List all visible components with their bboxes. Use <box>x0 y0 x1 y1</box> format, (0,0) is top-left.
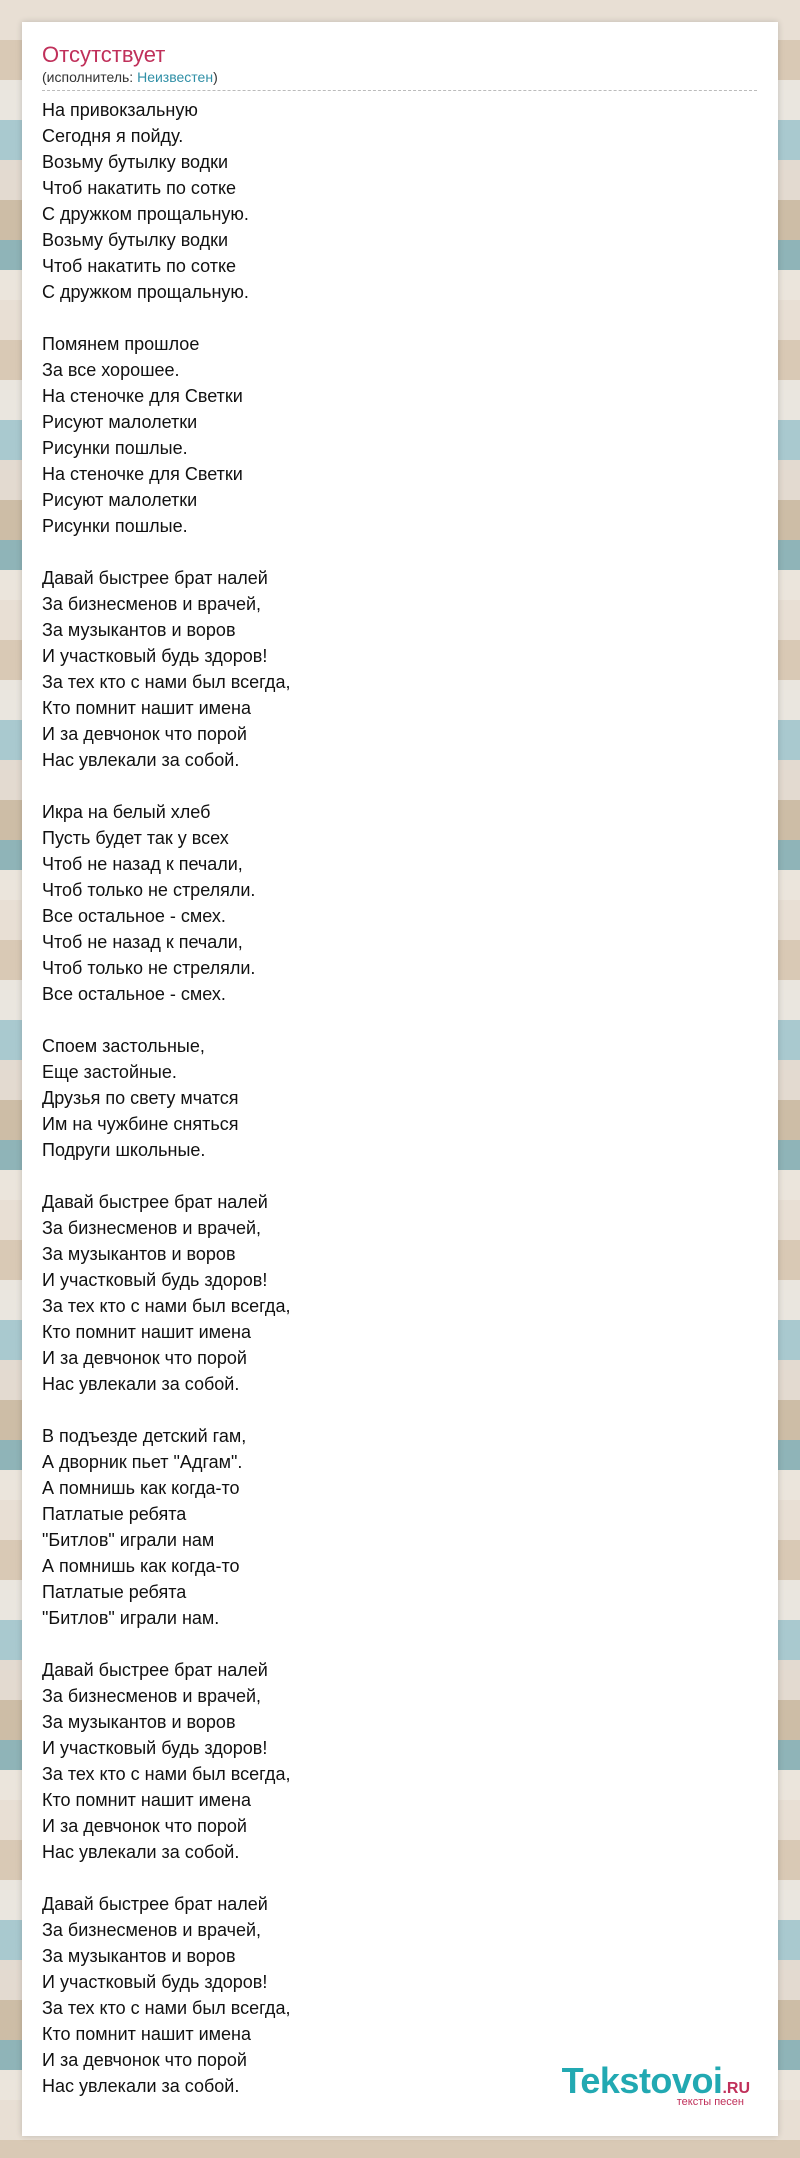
lyric-line: За музыкантов и воров <box>42 1244 236 1264</box>
lyric-line: Рисуют малолетки <box>42 412 198 432</box>
stanza-gap <box>42 1007 758 1033</box>
lyric-line: Рисунки пошлые. <box>42 516 188 536</box>
lyric-line: Давай быстрее брат налей <box>42 1894 268 1914</box>
stanza-gap <box>42 1397 758 1423</box>
lyric-line: Еще застойные. <box>42 1062 177 1082</box>
stanza-gap <box>42 1631 758 1657</box>
lyric-line: Давай быстрее брат налей <box>42 1660 268 1680</box>
subtitle-suffix: ) <box>213 69 218 85</box>
stanza-gap <box>42 1163 758 1189</box>
lyric-line: Чтоб не назад к печали, <box>42 854 243 874</box>
lyric-line: Кто помнит нашит имена <box>42 1322 251 1342</box>
stanza-gap <box>42 773 758 799</box>
lyric-line: А дворник пьет "Адгам". <box>42 1452 243 1472</box>
lyric-line: За музыкантов и воров <box>42 1946 236 1966</box>
lyric-line: "Битлов" играли нам. <box>42 1608 220 1628</box>
lyric-line: Чтоб только не стреляли. <box>42 880 256 900</box>
lyric-line: За тех кто с нами был всегда, <box>42 672 291 692</box>
lyric-line: И участковый будь здоров! <box>42 646 268 666</box>
lyric-line: А помнишь как когда-то <box>42 1478 240 1498</box>
lyric-line: Чтоб только не стреляли. <box>42 958 256 978</box>
lyric-line: Чтоб накатить по сотке <box>42 256 237 276</box>
lyric-line: За музыкантов и воров <box>42 620 236 640</box>
lyric-line: В подъезде детский гам, <box>42 1426 247 1446</box>
lyric-line: С дружком прощальную. <box>42 204 249 224</box>
stanza-gap <box>42 305 758 331</box>
lyric-line: Нас увлекали за собой. <box>42 750 240 770</box>
lyric-line: Все остальное - смех. <box>42 984 226 1004</box>
lyrics-text <box>42 97 758 2099</box>
lyric-line: За бизнесменов и врачей, <box>42 1920 262 1940</box>
lyric-line: За тех кто с нами был всегда, <box>42 1764 291 1784</box>
lyric-line: За все хорошее. <box>42 360 180 380</box>
site-logo[interactable] <box>561 2060 750 2108</box>
artist-link[interactable]: Неизвестен <box>137 69 214 85</box>
lyric-line: И за девчонок что порой <box>42 1348 247 1368</box>
lyric-line: Нас увлекали за собой. <box>42 1374 240 1394</box>
logo-tagline: тексты песен <box>676 2096 744 2108</box>
lyric-line: За музыкантов и воров <box>42 1712 236 1732</box>
lyric-line: И участковый будь здоров! <box>42 1738 268 1758</box>
lyric-line: "Битлов" играли нам <box>42 1530 215 1550</box>
lyric-line: За тех кто с нами был всегда, <box>42 1998 291 2018</box>
lyric-line: И участковый будь здоров! <box>42 1270 268 1290</box>
lyric-line: Рисуют малолетки <box>42 490 198 510</box>
lyric-line: И за девчонок что порой <box>42 2050 247 2070</box>
lyric-line: Давай быстрее брат налей <box>42 568 268 588</box>
lyric-line: Пусть будет так у всех <box>42 828 229 848</box>
song-subtitle <box>42 68 757 91</box>
lyric-line: Подруги школьные. <box>42 1140 206 1160</box>
song-title: Отсутствует <box>42 42 166 67</box>
lyric-line: Давай быстрее брат налей <box>42 1192 268 1212</box>
lyric-line: Кто помнит нашит имена <box>42 2024 251 2044</box>
subtitle-prefix: (исполнитель: <box>42 69 138 85</box>
lyric-line: Друзья по свету мчатся <box>42 1088 239 1108</box>
lyric-line: Икра на белый хлеб <box>42 802 211 822</box>
lyric-line: И за девчонок что порой <box>42 724 247 744</box>
stanza-gap <box>42 1865 758 1891</box>
lyric-line: Кто помнит нашит имена <box>42 1790 251 1810</box>
lyric-line: Нас увлекали за собой. <box>42 2076 240 2096</box>
lyric-line: Возьму бутылку водки <box>42 152 229 172</box>
lyric-line: С дружком прощальную. <box>42 282 249 302</box>
lyric-line: И за девчонок что порой <box>42 1816 247 1836</box>
lyric-line: Возьму бутылку водки <box>42 230 229 250</box>
lyric-line: А помнишь как когда-то <box>42 1556 240 1576</box>
lyric-line: Нас увлекали за собой. <box>42 1842 240 1862</box>
logo-tld: .RU <box>722 2080 750 2097</box>
lyric-line: На стеночке для Светки <box>42 464 243 484</box>
lyric-line: Им на чужбине сняться <box>42 1114 239 1134</box>
logo-name: Tekstovoi <box>561 2060 723 2101</box>
lyric-line: Патлатые ребята <box>42 1504 187 1524</box>
lyric-line: Кто помнит нашит имена <box>42 698 251 718</box>
lyric-line: Помянем прошлое <box>42 334 200 354</box>
lyrics-card <box>22 22 778 2136</box>
lyric-line: Чтоб не назад к печали, <box>42 932 243 952</box>
lyric-line: За тех кто с нами был всегда, <box>42 1296 291 1316</box>
lyric-line: Чтоб накатить по сотке <box>42 178 237 198</box>
lyric-line: На привокзальную <box>42 100 198 120</box>
lyric-line: Сегодня я пойду. <box>42 126 184 146</box>
lyric-line: За бизнесменов и врачей, <box>42 1686 262 1706</box>
lyric-line: За бизнесменов и врачей, <box>42 1218 262 1238</box>
lyric-line: Все остальное - смех. <box>42 906 226 926</box>
lyric-line: И участковый будь здоров! <box>42 1972 268 1992</box>
stanza-gap <box>42 539 758 565</box>
lyric-line: Рисунки пошлые. <box>42 438 188 458</box>
lyric-line: Патлатые ребята <box>42 1582 187 1602</box>
lyric-line: На стеночке для Светки <box>42 386 243 406</box>
lyric-line: За бизнесменов и врачей, <box>42 594 262 614</box>
lyric-line: Споем застольные, <box>42 1036 205 1056</box>
